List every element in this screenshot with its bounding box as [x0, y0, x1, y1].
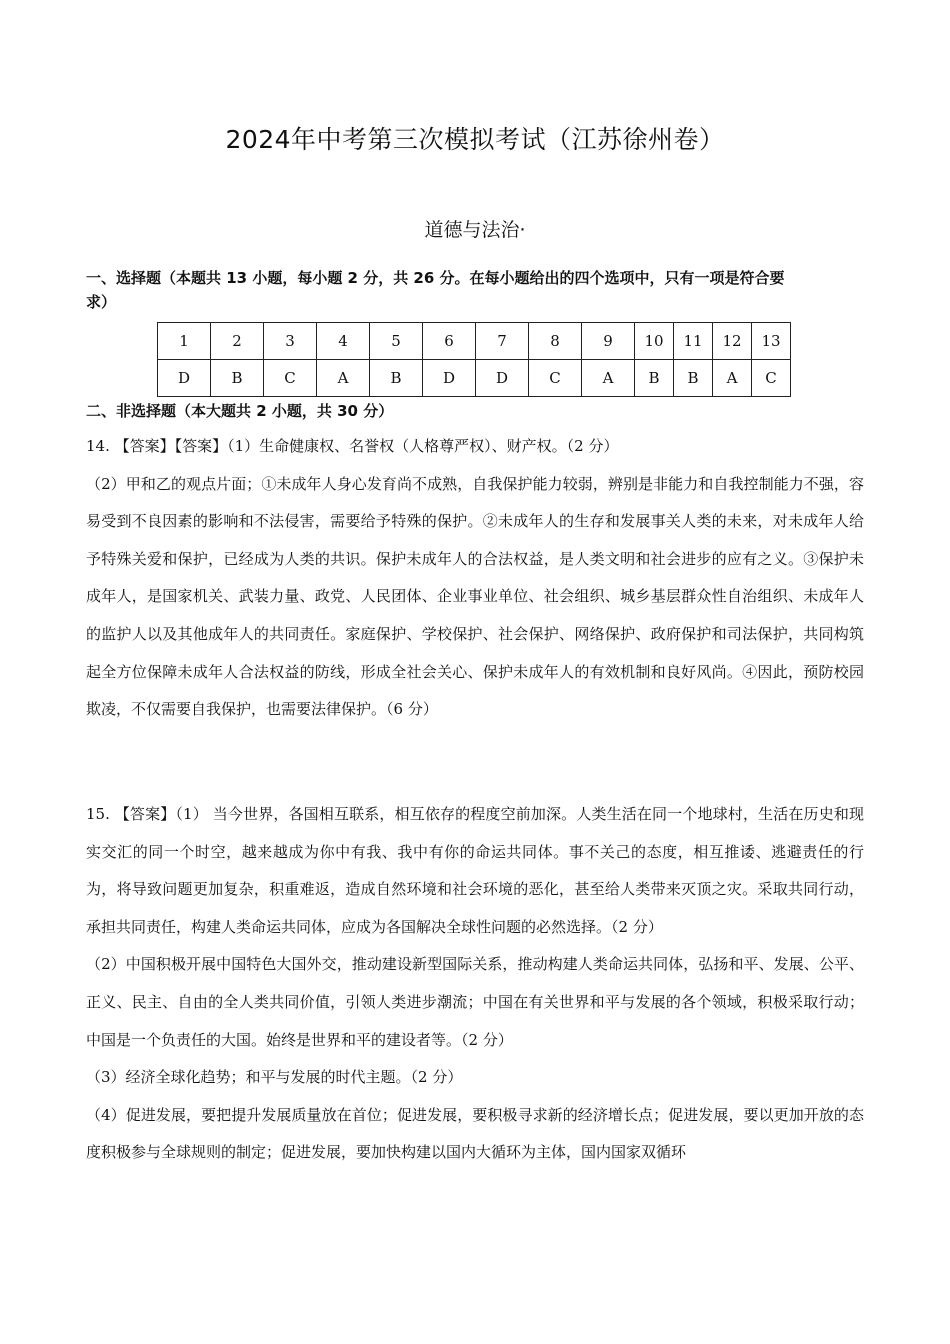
question-number-cell: 11	[674, 323, 713, 360]
question-number-cell: 7	[476, 323, 529, 360]
answer-cell: A	[582, 360, 635, 397]
section2-heading: 二、非选择题（本大题共 2 小题，共 30 分）	[86, 402, 394, 420]
page-subtitle: 道德与法治·	[424, 219, 526, 241]
answer-cell: C	[264, 360, 317, 397]
answer-cell: A	[317, 360, 370, 397]
question-number-cell: 10	[635, 323, 674, 360]
answer-cell: D	[158, 360, 211, 397]
answer-cell: D	[476, 360, 529, 397]
section2-heading-wrap	[86, 399, 866, 423]
q15-part1: 15. 【答案】（1） 当今世界，各国相互联系，相互依存的程度空前加深。人类生活在同一个地球村，生活在历史和现实交汇的同一个时空，越来越成为你中有我、我中有你的命运共同体。事不关己的态度，相互推诿、逃避责任的行为，将导致问题更加复杂，积重难返，造成自然环境和社会环境的恶化，甚至给人类带来灭顶之灾。采取共同行动，承担共同责任，构建人类命运共同体，应成为各国解决全球性问题的必然选择。（2 分）	[86, 805, 864, 936]
question-number-cell: 13	[752, 323, 791, 360]
q14-part2: （2）甲和乙的观点片面；①未成年人身心发育尚不成熟，自我保护能力较弱，辨别是非能力和自我控制能力不强，容易受到不良因素的影响和不法侵害，需要给予特殊的保护。②未成年人的生存和发展事关人类的未来，对未成年人给予特殊关爱和保护，已经成为人类的共识。保护未成年人的合法权益，是人类文明和社会进步的应有之义。③保护未成年人，是国家机关、武装力量、政党、人民团体、企业事业单位、社会组织、城乡基层群众性自治组织、未成年人的监护人以及其他成年人的共同责任。家庭保护、学校保护、社会保护、网络保护、政府保护和司法保护，共同构筑起全方位保障未成年人合法权益的防线，形成全社会关心、保护未成年人的有效机制和良好风尚。④因此，预防校园欺凌，不仅需要自我保护，也需要法律保护。（6 分）	[86, 474, 864, 719]
section1-heading-line2: 求）	[86, 293, 117, 311]
question-number-cell: 2	[211, 323, 264, 360]
question-number-cell: 9	[582, 323, 635, 360]
page-title: 2024年中考第三次模拟考试（江苏徐州卷）	[225, 125, 725, 154]
section1-heading-line1: 一、选择题（本题共 13 小题，每小题 2 分，共 26 分。在每小题给出的四个选项中，只有一项是符合要	[86, 269, 785, 287]
answer-cell: C	[752, 360, 791, 397]
q15-part2: （2）中国积极开展中国特色大国外交，推动建设新型国际关系，推动构建人类命运共同体，弘扬和平、发展、公平、正义、民主、自由的全人类共同价值，引领人类进步潮流；中国在有关世界和平与发展的各个领域，积极采取行动；中国是一个负责任的大国。始终是世界和平的建设者等。（2 分）	[86, 955, 864, 1049]
answer-table-answer-row	[158, 360, 791, 397]
answer-table	[157, 322, 791, 397]
question-number-cell: 8	[529, 323, 582, 360]
section1-heading	[86, 266, 866, 314]
q15-part4: （4）促进发展，要把提升发展质量放在首位；促进发展，要积极寻求新的经济增长点；促进发展，要以更加开放的态度积极参与全球规则的制定；促进发展，要加快构建以国内大循环为主体，国内国家双循环	[86, 1105, 864, 1162]
answer-cell: C	[529, 360, 582, 397]
answer-cell: B	[674, 360, 713, 397]
question-number-cell: 1	[158, 323, 211, 360]
q15-part3: （3）经济全球化趋势；和平与发展的时代主题。（2 分）	[86, 1068, 463, 1087]
answer-cell: D	[423, 360, 476, 397]
answer-cell: A	[713, 360, 752, 397]
answer-cell: B	[635, 360, 674, 397]
question-15-answer	[86, 796, 864, 1172]
q14-part1: 14. 【答案】【答案】（1）生命健康权、名誉权（人格尊严权）、财产权。（2 分）	[86, 437, 619, 455]
answer-cell: B	[211, 360, 264, 397]
question-14-answer	[86, 428, 864, 729]
question-number-cell: 5	[370, 323, 423, 360]
question-number-cell: 12	[713, 323, 752, 360]
answer-table-number-row	[158, 323, 791, 360]
question-number-cell: 4	[317, 323, 370, 360]
answer-cell: B	[370, 360, 423, 397]
question-number-cell: 3	[264, 323, 317, 360]
question-number-cell: 6	[423, 323, 476, 360]
